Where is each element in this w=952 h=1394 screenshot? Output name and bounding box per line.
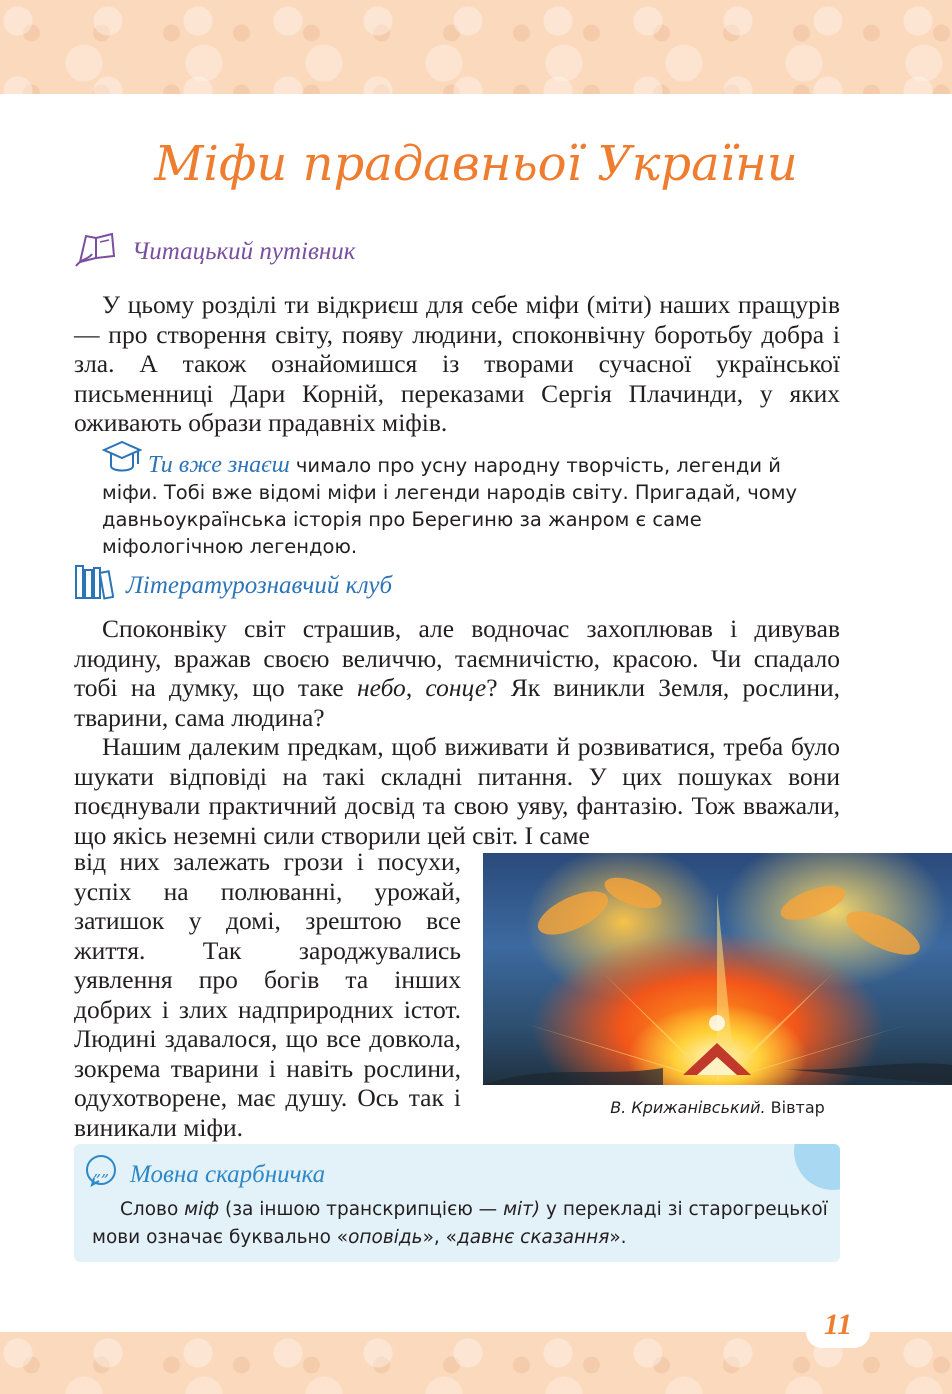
treasury-heading: [84, 1154, 325, 1195]
treasury-text: Слово міф (за іншою транскрипцією — міт) у перекладі зі старогрецької мови означає буквально «оповідь», «давнє сказання».: [92, 1199, 828, 1248]
svg-text:„: „: [101, 1161, 110, 1180]
altar-painting: [483, 853, 952, 1085]
page-title: Міфи прадавньої України: [154, 136, 798, 192]
club-paragraph-2-continued: від них залежать грози і посухи, успіх на полюванні, урожай, затишок у домі, зрештою все життя. Так зароджувались уявлення про богів та інших добрих і злих надприродних істот. Людині здавалося, що все довкола, зокрема тварини і навіть рослини, одухотворене, має душу. Ось так і виникали міфи.: [74, 847, 461, 1142]
club-paragraph-1: Споконвіку світ страшив, але водночас захоплював і дивував людину, вражав своєю величчю, таємничістю, красою. Чи спадало тобі на думку, що таке небо, сонце? Як виникли Земля, рослини, тварини, сама людина?: [74, 614, 840, 732]
already-know-text: чимало про усну народну творчість, легенди й міфи. Тобі вже відомі міфи і легенди народів світу. Пригадай, чому давньоукраїнська історія про Берегиню за жанром є саме міфологічною легендою.: [102, 454, 797, 558]
quote-icon: [84, 1154, 118, 1195]
literary-club-heading: [74, 562, 392, 609]
literary-club-label: Літературознавчий клуб: [126, 571, 393, 599]
guide-paragraph: У цьому розділі ти відкриєш для себе міфи (міти) наших пращурів — про створення світу, появу людини, споконвічну боротьбу добра і зла. А також ознайомишся із творами сучасної української письменниці Дари Корній, переказами Сергія Плачинди, у яких оживають образи прадавніх міфів.: [74, 290, 840, 437]
already-know-note: [102, 452, 840, 560]
treasury-label: Мовна скарбничка: [130, 1160, 326, 1188]
treasury-corner-decoration: [794, 1144, 840, 1190]
club-paragraphs: [74, 614, 840, 850]
club-paragraph-2: Нашим далеким предкам, щоб виживати й розвиватися, треба було шукати відповіді на такі складні питання. У цих пошуках вони поєднували практичний досвід та свою уяву, фантазію. Тож вважали, що якісь неземні сили створили цей світ. І саме: [74, 732, 840, 850]
language-treasury-box: [74, 1144, 840, 1262]
book-hand-icon: [74, 228, 120, 275]
readers-guide-label: Читацький путівник: [132, 237, 356, 265]
bookshelf-icon: [74, 562, 114, 609]
decorative-header-band: [0, 0, 952, 94]
already-know-lead: Ти вже знаєш: [148, 452, 290, 478]
painting-caption: В. Крижанівський. Вівтар: [610, 1098, 825, 1117]
page-number: 11: [806, 1302, 870, 1348]
svg-text:„: „: [93, 1161, 102, 1180]
readers-guide-heading: [74, 228, 355, 275]
